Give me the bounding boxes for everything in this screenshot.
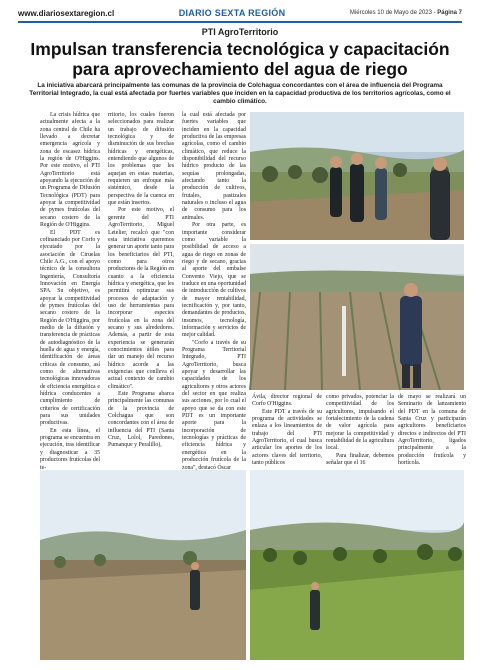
paragraph: rritorio, los cuales fueron seleccionados para realizar un trabajo de difusión tecnológica y de disminución de sus brechas hídricas y energéticas, entendiendo que algunos de los problemas que les aquejan en estas materias, requieren un enfoque más sistémico, desde la perspectiva de la cuenca en que están insertos. bbox=[108, 112, 174, 207]
paragraph: El PDT es cofinanciado por Corfo y ejecutado por la asociación de Ciruelas Chile A.G., con el apoyo técnico de la consultora Ingeniería, Consultoría Innovación en Energía SPA. Su objetivo, es apoyar la competitividad de pymes frutícolas del secano costero de la Región de O'Higgins, por medio de la difusión y transferencia de prácticas de autodiagnóstico de la huella de agua y energía, identificación de áreas críticas de consumo, así como de alternativas tecnológicas innovadoras de eficiencia energética e hídrica conducentes a cumplimiento de criterios de certificación para sus unidades productivas. bbox=[40, 229, 100, 427]
photo-visitors-orchard bbox=[250, 112, 464, 240]
photo-image bbox=[250, 470, 464, 660]
site-url[interactable]: www.diariosextaregion.cl bbox=[18, 8, 115, 18]
photo-image bbox=[250, 112, 464, 240]
photo-field-panorama bbox=[40, 470, 246, 660]
issue-date: Miércoles 10 de Mayo de 2023 - Página 7 bbox=[349, 10, 462, 16]
paragraph: La crisis hídrica que actualmente afecta a la zona central de Chile ha llevado a decretar emergencia agrícola y zona de escasez hídrica la región de O'Higgins. Por este motivo, el PTI AgroTerritorio está apoyando la ejecución de un Programa de Difusión Tecnológica (PDT) para apoyar la competitividad de pymes frutícolas del secano costero de la Región de O'Higgins. bbox=[40, 112, 100, 229]
lead-paragraph: La iniciativa abarcará principalmente las comunas de la provincia de Colchagua concordantes con el área de influencia del Programa Territorial Integrado, la cual está afectada por fuertes variables que inciden en la capacidad productiva de los territorios agrícolas, como el cambio climático. bbox=[29, 82, 451, 105]
body-column-2 bbox=[108, 112, 174, 462]
body-column-1 bbox=[40, 112, 100, 471]
body-column-4b bbox=[326, 394, 394, 467]
masthead: DIARIO SEXTA REGIÓN bbox=[178, 8, 286, 18]
body-column-4c bbox=[398, 394, 466, 467]
headline: Impulsan transferencia tecnológica y capacitación para aprovechamiento del agua de riego bbox=[30, 39, 450, 79]
section-label: PTI AgroTerritorio bbox=[201, 27, 279, 37]
paragraph: de mayo se realizará un Seminario de lanzamiento del PDT en la comuna de Santa Cruz y participarán agricultores beneficiarios directos e indirectos del PTI AgroTerritorio, ligados principalmente a la producción frutícola y hortícola. bbox=[398, 394, 466, 467]
paragraph: Ávila, director regional de Corfo O'Higgins. bbox=[252, 394, 322, 408]
page-number: Página 7 bbox=[437, 10, 462, 16]
paragraph: Para finalizar, debemos señalar que el 16 bbox=[326, 452, 394, 467]
paragraph: Este PDT a través de su programa de actividades se enlaza a los lineamientos de trabajo del PTI AgroTerritorio, el cual busca articular los aportes de los actores claves del territorio, tanto públicos bbox=[252, 408, 322, 467]
body-column-4a bbox=[252, 394, 322, 467]
photo-green-orchard bbox=[250, 470, 464, 660]
page-header bbox=[18, 6, 462, 20]
paragraph: "Corfo a través de su Programa Territorial Integrado, PTI AgroTerritorio, busca apoyar y desarrollar las capacidades de los agricultores y otros actores del sector en que realiza sus acciones, por lo cual el apoyo que se da con este PDT es un importante aporte para la incorporación de tecnologías y prácticas de eficiencia hídrica y energética en la producción frutícola de la zona", destacó Óscar bbox=[182, 339, 246, 471]
paragraph: Por otra parte, es importante considerar como variable la posibilidad de acceso a agua de riego en zonas de riego y de secano, gracias al aporte del embalse Convento Viejo, que se traduce en una oportunidad de introducción de cultivos de mayor rentabilidad, tecnificación y, por tanto, demandantes de productos, insumos, tecnología, información y servicios de mejor calidad. bbox=[182, 222, 246, 339]
paragraph: En esta línea, el programa se encuentra en ejecución, tras identificar y diagnosticar a 35 productores frutícolas del te- bbox=[40, 427, 100, 471]
paragraph: Este Programa abarca principalmente las comunas de la provincia de Colchagua que son concordantes con el área de influencia del PTI (Santa Cruz, Lolol, Paredones, Pumanque y Peralillo), bbox=[108, 391, 174, 449]
body-column-3 bbox=[182, 112, 246, 471]
paragraph: la cual está afectada por fuertes variables que inciden en la capacidad productiva de las empresas agrícolas, como el cambio climático, que reduce la disponibilidad del recurso hídrico producto de las sequías prolongadas, afectando tanto la producción de cultivos, frutales, pastizales naturales o incluso el agua de consumo para los animales. bbox=[182, 112, 246, 221]
header-rule bbox=[18, 21, 462, 23]
paragraph: como privados, potenciar la competitividad de los agricultores, impulsando el fortalecimiento de la cadena de valor agrícola para mejorar la competitividad y rentabilidad de la agricultura local. bbox=[326, 394, 394, 452]
photo-image bbox=[250, 244, 464, 390]
photo-image bbox=[40, 470, 246, 660]
photo-irrigation-worker bbox=[250, 244, 464, 390]
paragraph: Por este motivo, el gerente del PTI AgroTerritorio, Miguel Letelier, recalcó que "con esta iniciativa queremos generar un aporte tanto para los beneficiarios del PTI, como para otros productores de la Región en cuanto a la eficiencia hídrica y energética, que les permitirá optimizar sus procesos de adaptación y uso de herramientas para incorporar especies frutícolas en la zona del secano y sus alrededores. Además, a partir de esta experiencia se generarán conocimientos útiles para dar un manejo del recurso hídrico acorde a las exigencias que conlleva el actual contexto de cambio climático". bbox=[108, 207, 174, 390]
